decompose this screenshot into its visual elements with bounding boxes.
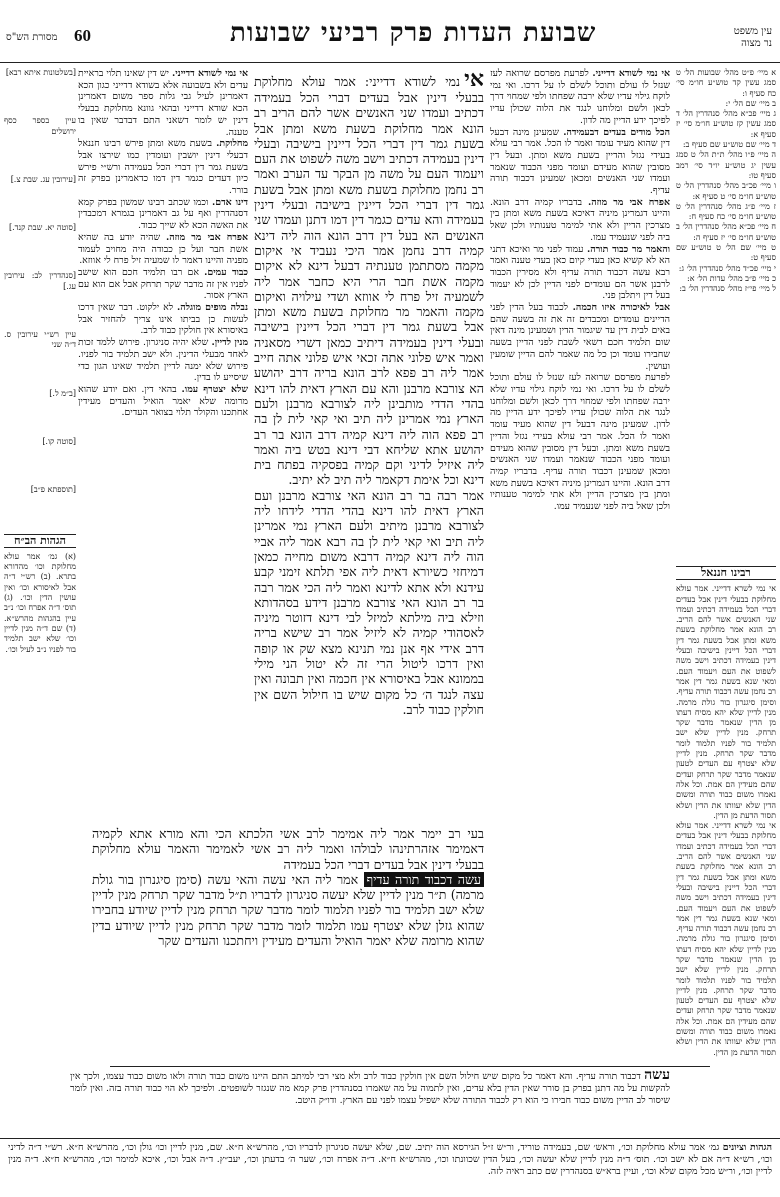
ein-mishpat-label bbox=[734, 26, 772, 50]
tosafot-dibur-5: כבוד עמים. bbox=[204, 266, 248, 278]
ein-mishpat-entry: ד מיי׳ שם טוש״ע שם סעיף ב: bbox=[682, 140, 776, 150]
tosafot-text-1: יש דין שאינו תלוי בראיית עדים ולא בשבועה אלא בשודא דדייני כגון הכא דאמרינן לעיל גבי גלות ספר משום דאמרינן הכא שודא דדייני ובהאי גוונא מחלוקת בבעלי דינין יש לומר דשאני התם דבדבר שאין בו טענה. bbox=[78, 68, 248, 138]
tosafot-text-2: בשעת משא ומתן פירש רבינו חננאל דבעלי דינין יושבין ועומדין כמו שירצו אבל בשעת גמר דין דברי הכל בעמידה ורש״י פירש כיון דעדים כגמר דין דמו כדאמרינן בפרק זה בורר. bbox=[78, 138, 248, 197]
ein-mishpat-entry: כ מיי׳ פ״ב מהל׳ עדות הל׳ א: bbox=[687, 273, 776, 283]
rashi-text-4: עמוד לפני מר ואיכא דתני הא לא קשיא כאן בעדי קיום כאן בעדי טענה ואמר רבא עשה דכבוד תורה עדיף ולא מסירין הכבוד לרבנן אשר הם עומדים לפני הדיין לכן לא יעמוד בעל דין ויתלבן פני. bbox=[490, 243, 670, 302]
hagahot-bach-text: (א) גמ׳ אמר עולא מחלוקת וכו׳ מהדורא בתרא. (ב) רש״י ד״ה אבל לאיסורא וכו׳ ואין עושין הדין וכו׳. (ג) תוס׳ ד״ה אפרח וכו׳ נ״ב עיין בהגהות מהרש״א. (ד) שם ד״ה מנין לדיין וכו׳ שלא ישב תלמיד בור לפניו נ״ב לעיל וכו׳. bbox=[4, 551, 76, 654]
gemara-opening-text: נמי לשודא דדייני: אמר עולא מחלוקת בבעלי דינין אבל בעדים דברי הכל בעמידה דכתיב ועמדו שני האנשים אשר להם הריב רב הונא אמר מחלוקת בשעת משא ומתן אבל בשעת גמר דין דברי הכל דיינין בישיבה ובעלי דינין בעמידה דכתיב וישב משה לשפוט את העם ויעמוד העם על משה מן הבקר עד הערב ואמר רב נחמן מחלוקת בשעת משא ומתן אבל בשעת גמר דין דברי הכל דיינין בישיבה ובעלי דינין בעמידה והא עדים כגמר דין דמו דתנן ועמדו שני האנשים הא בעל דין דרב הונא הוה ליה דינא קמיה דרב נחמן אמר היכי נעביד אי איקום מקמה מסתתמן טענתיה דבעל דינא לא איקום מקמה אשת חבר הרי היא כחבר אמר ליה לשמעיה זיל פרח לי אווזא ושדי עילויה ואיקום מקמה והאמר מר מחלוקת בשעת משא ומתן אבל בשעת גמר דין דברי הכל דיינין בישיבה ובעלי דינין בעמידה דיתיב כמאן דשרי מסאניה ואמר איש פלוני אתה זכאי איש פלוני אתה חייב אמר ליה רב פפא לרב הונא בריה דרב יהושע הא צורבא מרבנן והא עם הארץ דאית להו דינא בהדי הדדי מותבינן ליה לצורבא מרבנן ולעם הארץ נמי אמרינן ליה תיב ואי קאי לית לן בה רב פפא הוה ליה דינא קמיה דרב הונא בר רב יהושע אתא שליחא דבי דינא בטש ביה ואמר ליה איזיל לדיני וקם קמיה בפסקיה בפתח בית דינא וכל אימת דקאמר ליה תיב לא יתיב. bbox=[254, 74, 484, 488]
ein-mishpat-entry: י מיי׳ פכ״ד מהל׳ סנהדרין הל׳ ג: bbox=[678, 263, 776, 273]
rashi-dibur-4: והאמר מר כבוד תורה. bbox=[586, 243, 670, 255]
gloss-rule bbox=[110, 1066, 710, 1067]
bottom-gloss bbox=[70, 1070, 670, 1134]
rashi-dibur-5: אבל לאיכורה איזו חכמה. bbox=[572, 302, 670, 314]
masoret-reference: [סוטה יא. שבת קנד.] bbox=[8, 223, 76, 233]
masoret-hashas-label: מסורת הש"ס bbox=[6, 32, 58, 43]
hagahot-bach-title: הגהות הב״ח bbox=[4, 534, 76, 548]
ein-mishpat-list bbox=[676, 68, 776, 295]
gemara-highlighted-phrase: עשה דכבוד תורה עדיף bbox=[364, 872, 484, 887]
tosafot-dibur-3: דינו אדם. bbox=[212, 196, 248, 208]
rashi-text-1: לפרעת מפרסם שרואה לעז שנזל לו עולם ותוכל לשלם לו על דרכו. ואי נמי לוקח גילוי עדיו שלא ירבה שפחתו ולפי שמחוי דרך לכאן ולשם ומלוחנו לנגד את הלוה שכולן עדיו לפיכך ידע הדיין מה לדון. bbox=[490, 68, 670, 126]
ein-mishpat-entry: ח מיי׳ פכ״א מהל׳ סנהדרין הל׳ ב טוש״ע חו״מ סי׳ יז סעיף ה: bbox=[676, 222, 776, 242]
masoret-reference: עיין רש״י עירובין ס. ד״ה שני bbox=[4, 330, 76, 350]
bottom-gloss-text: דכבוד תורה עדיף. והא דאמר כל מקום שיש חילול השם אין חולקין כבוד לרב ולא מצי רבי למיתב התם היינו משום כבוד תורה ולאו משום כבוד עצמו, ולכך אין להקשות על מה דתנן בפרק בן סורר שאין הדין בלא עדים, ואין לתמוה על מה שאמרו בסנהדרין פרק קמא מה שנגזר לשופטים. bbox=[70, 1071, 670, 1094]
bottom-gloss-text-2: ולפיכך לא הוי כבוד תורה בזה. ואין לומר שיסור לב הדיין משום כבוד חבירו כי הוא רק לכבוד התורה שלא ישפיל עצמו לפני עם הארץ. ודו״ק היטב. bbox=[70, 1082, 670, 1106]
footer-notes-title: הגהות וציונים bbox=[722, 1142, 772, 1153]
ein-mishpat-entry: ב מיי׳ שם הל׳ י: bbox=[725, 98, 776, 108]
ein-mishpat-entry: ט מיי׳ שם הל׳ ט טוש״ע שם סעיף ט: bbox=[676, 243, 776, 263]
ein-mishpat-entry: ו מיי׳ פכ״ב מהל׳ סנהדרין הל׳ ט טוש״ע חו״מ סי׳ ט סעיף א: bbox=[676, 181, 776, 201]
rashi-dibur-3: אפרח אבי מר מוזה. bbox=[587, 196, 670, 208]
rashi-text-5: לכבוד בעל הדין לפני הדיינים עומדים ומכבדים זה את זה בשעה שהם באים לבית דין עד שיגמור הדין ושמעינן מינה דאין שום תלמיד חכם רשאי לשבת לפני הדיין בשעה שחבירו עומד וכן כל מה שאמר להם הדיין שומעין ועושין. bbox=[490, 302, 670, 372]
masoret-reference: [בשלטונות איתא רבא] bbox=[5, 68, 76, 77]
rabbeinu-chananel-text-cont: אי נמי לשרא דדייני. אמר עולא מחלוקת בבעלי דינין אבל בעדים דברי הכל בעמידה דכתיב ועמדו שני האנשים אשר להם הריב. רב הונא אמר מחלוקת בשעת משא ומתן אבל בשעת גמר דין דברי הכל דיינין בישיבה ובעלי דינין בעמידה דכתיב וישב משה לשפוט את העם ויעמוד העם. ומאי שנא בשעת גמר דין אמר רב נחמן עשה דכבוד תורה עדיף. וסימן סיגנרון בור גולת מרמה. מנין לדיין שלא יהא מסיח דעתו מן הדין שנאמר מדבר שקר תרחק. מנין לדיין שלא ישב תלמיד בור לפניו תלמוד לומר מדבר שקר תרחק. מנין לדיין שלא יצטרף עם העדים לטעון שנאמר מדבר שקר תרחק ועדים שהם מעידין הם אמת. וכל אלה נאמרו משום כבוד תורה ומשום הדין שלא יעוותו את הדין ושלא תסור הדעת מן הדין. bbox=[676, 821, 776, 1057]
masoret-reference: [ב״מ ל.] bbox=[49, 388, 76, 398]
masoret-reference: עיין בספר כסף ירושלים bbox=[4, 116, 76, 136]
rashi-text-1-cont: לפרעת מפרסם שרואה לעז שנזל לו עולם ותוכל לשלם לו על דרכו. ואי נמי לוקח גילוי עדיו שלא ירבה שפחתו ולפי שמחוי דרך לכאן ולשם ומלוחנו לנגד את הלוה שכולן עדיו לפיכך ידע הדיין מה לדון. bbox=[490, 372, 670, 431]
rashi-text-2-cont: שמעינן מינה דבעל דין שהוא מעיד עומד ואמר לו הכל. אמר רבי עולא בעידי נגזל והדיין בשעת משא ומתן. ובעל דין מסובין שהוא מעידם ועומד מפני הכבוד שנאמר ועמדו שני האנשים ומכאן שמעינן דכבוד תורה עדיף. bbox=[490, 419, 670, 477]
footer-rule bbox=[0, 1138, 780, 1139]
masoret-reference: [סנהדרין לב: עירובין עג.] bbox=[4, 271, 76, 291]
rabbeinu-chananel-text: אי נמי לשרא דדייני. אמר עולא מחלוקת בבעלי דינין אבל בעדים דברי הכל בעמידה דכתיב ועמדו שני האנשים אשר להם הריב. רב הונא אמר מחלוקת בשעת משא ומתן אבל בשעת גמר דין דברי הכל דיינין בישיבה ובעלי דינין בעמידה דכתיב וישב משה לשפוט את העם ויעמוד העם. ומאי שנא בשעת גמר דין אמר רב נחמן עשה דכבוד תורה עדיף. וסימן סיגנרון בור גולת מרמה. מנין לדיין שלא יהא מסיח דעתו מן הדין שנאמר מדבר שקר תרחק. מנין לדיין שלא ישב תלמיד בור לפניו תלמוד לומר מדבר שקר תרחק. מנין לדיין שלא יצטרף עם העדים לטעון שנאמר מדבר שקר תרחק ועדים שהם מעידין הם אמת. וכל אלה נאמרו משום כבוד תורה ומשום הדין שלא יעוותו את הדין ושלא תסור הדעת מן הדין. bbox=[676, 584, 776, 820]
tosafot-dibur-6: נבלה מופים מוגלה. bbox=[176, 302, 248, 314]
gemara-column bbox=[254, 68, 484, 823]
masoret-reference: [סוטה קו.] bbox=[42, 436, 76, 446]
page-header bbox=[0, 8, 780, 62]
masoret-reference: [תוספתא פ״ב] bbox=[30, 485, 76, 495]
rashi-dibur-2: הכל מודים בעדים דבעמידה. bbox=[563, 126, 670, 138]
ein-mishpat-entry: ז מיי׳ פ״ג מהל׳ סנהדרין הל׳ ט טוש״ע חו״מ סי׳ כח סעיף ח: bbox=[676, 201, 776, 222]
bottom-gloss-dibur: עשה bbox=[644, 1070, 670, 1083]
tosafot-dibur-2: מחלוקת. bbox=[216, 138, 248, 150]
ein-mishpat-entry: ל מיי׳ פי״ז מהל׳ סנהדרין הל׳ ב: bbox=[679, 284, 776, 294]
gemara-paragraph-3: בעי רב יימר אמר ליה אמימר לרב אשי הלכתא הכי והא מורא אתא לקמיה דאמימר אזהרתינהו לבולהו ואמר ליה רב אשי לאמימר והאמר עולא מחלוקת בבעלי דינין אבל בעדים דברי הכל בעמידה bbox=[92, 826, 484, 872]
rabbeinu-chananel-column bbox=[676, 562, 776, 1082]
rashi-column bbox=[490, 68, 670, 1080]
tosafot-text-7: שלא יהיה סניגרון. פירוש ללמד זכות לאחד מבעלי הדינין. ולא ישב תלמיד בור לפניו. פירוש שלא ימנה לדיין תלמיד שאינו הגון כדי שיסייע לו בדין. bbox=[78, 337, 248, 384]
tosafot-dibur-4: אפרח אבי מר מוזה. bbox=[165, 231, 248, 243]
tosafot-column bbox=[78, 68, 248, 823]
gemara-paragraph-4: אמר ליה האי עשה והאי עשה (סימן סיגנרון בור גולת מרמה) ת״ר מנין לדיין שלא יעשה סניגרון לדבריו ת״ל מדבר שקר תרחק מנין לדיין שלא ישב תלמיד בור לפניו תלמוד לומר מדבר שקר תרחק מנין לדיין שיודע בחבירו שהוא גזלן שלא יצטרף עמו תלמוד לומר מדבר שקר תרחק מנין לדיין שיודע בדין שהוא מרומה שלא יאמר הואיל והעדים מעידין ויחתכנו והעדים שקר bbox=[92, 871, 484, 949]
tosafot-dibur-7: מנין לדיין. bbox=[211, 337, 248, 349]
tosafot-dibur-8: שלא יצטרף עמו. bbox=[181, 383, 248, 395]
ein-mishpat-entry: א מיי׳ פ״ט מהל׳ שבועות הל׳ ט סמג עשין קד טוש״ע חו״מ סי׳ כח סעיף ו: bbox=[676, 68, 776, 98]
ein-mishpat-label-line1: עין משפט bbox=[733, 26, 772, 37]
rabbeinu-chananel-title: רבינו חננאל bbox=[676, 566, 776, 580]
tosafot-text-3: וכמו שכתב רבינו שמשון בפרק קמא דסנהדרין ואף על גב דאמרינן בגמרא דמכבדין את האשה הכא לא שייך כבוד. bbox=[78, 196, 248, 232]
gemara-opening-word: אי bbox=[464, 68, 484, 92]
rashi-dibur-1: אי נמי לשודא דדייני. bbox=[592, 68, 670, 79]
page-number: 60 bbox=[74, 26, 91, 45]
masoret-list bbox=[4, 68, 76, 496]
tosafot-text-8: בהאי דין. ואם יודע שהוא מרומה שלא יאמר הואיל והעדים מעידין אחתכנו והקולר תלוי בצואר העדים. bbox=[78, 383, 248, 419]
footer-notes-text: גמ׳ אמר עולא מחלוקת וכו׳, וראש׳ שם, בעמידה טוריד, ור״ש ז״ל הגירסא הוה יתיב. שם, שלא יעשה סניגרון לדבריו וכו׳, מהרש״א ח״א. שם, מנין לדיין וכו׳ גולן וכו׳, מהרש״א ח״א. רש״י ד״ה לדיני וכו׳, רש״א ד״ה אם לא ישב וכו׳. תוס׳ ד״ה מנין לדיין שלא יעשה וכו׳, בעל הדין שכוונתו וכו׳, מהרש״א ח״א. ד״ה אפרח וכו׳, שער ה׳ בדעתן וכו׳, יעב״ץ. ד״ה אבל וכו׳, איכא למימר וכו׳, מהרש״א ח״א. ד״ה מנין לדיין וכו׳, ור״ש מכל מקום שלא וכו׳, ועיין ברא״ש בסנהדרין שם כתב ראיה לזה. bbox=[8, 1142, 772, 1177]
ein-mishpat-entry: ג מיי׳ פכ״א מהל׳ סנהדרין הל׳ ד סמג עשין קז טוש״ע חו״מ סי׳ יז סעיף א: bbox=[676, 109, 776, 139]
header-rule bbox=[0, 62, 780, 63]
rashi-text-2: שמעינן מינה דבעל דין שהוא מעיד עומד ואמר לו הכל. אמר רבי עולא בעידי נגזל והדיין בשעת משא ומתן. ובעל דין מסובין שהוא מעידם ועומד מפני הכבוד שנאמר ועמדו שני האנשים ומכאן שמעינן דכבוד תורה עדיף. bbox=[490, 126, 670, 197]
tosafot-text-4: שהיה יודע בה שהיא אשת חבר ועל כן כבודה היה מחויב לעמוד מפניה והיינו דאמר לו שמעיה זיל פרח לי אווזא. bbox=[78, 231, 248, 267]
masoret-hashas-column bbox=[4, 68, 76, 1068]
footer-notes bbox=[8, 1142, 772, 1194]
gemara-lower-block bbox=[92, 826, 484, 1061]
tosafot-text-5: אם רבו תלמיד חכם הוא שישב לפניו אין זה מדבר שקר תרחק אבל אם הוא עם הארץ אסור. bbox=[78, 266, 248, 302]
tosafot-dibur-1: אי נמי לשודא דדייני. bbox=[171, 68, 248, 79]
ein-mishpat-entry: ה מיי׳ פ״ו מהל׳ ת״ת הל׳ ט סמג עשין יג טוש״ע יו״ד סי׳ רמב סעיף טו: bbox=[676, 150, 776, 180]
gemara-paragraph-2: אמר רבה בר רב הונא האי צורבא מרבנן ועם הארץ דאית להו דינא בהדי הדדי לידחו ליה לצורבא מרבנן מיתיב ולעם הארץ נמי אמרינן ליה תיב ואי קאי לית לן בה רבא אמר ליה אביי הוה ליה דינא קמיה דרבא משום מחייה כמאן דמיחזי כשיורא דאית ליה אפי תלתא זימני קבע עידנא ולא אתא לדינא ואמר ליה הכי אמר רבה בר רב הונא האי צורבא מרבנן דידע בסהדותא וזילא ביה מילתא למיזל לבי דינא דזוטר מיניה לאסהודי קמיה לא ליזיל אמר רב שישא בריה דרב אידי אף אנן נמי תנינא מצא שק או קופה ואין דרכו ליטול הרי זה לא יטול הני מילי בממונא אבל באיסורא אין חכמה ואין תבונה ואין עצה לנגד ה׳ כל מקום שיש בו חילול השם אין חולקין כבוד לרב. bbox=[254, 487, 484, 717]
masoret-reference: [עירובין עג. שבת צ.] bbox=[10, 174, 76, 184]
rashi-text-3: בדבריו קמיה דרב הונא. והיינו דגמרינן מיניה דאיכא בשעת משא ומתן בין מצרכין הדיין ולא אתי למימר טענותיו ולכן שאל ביה לפני שנעמיד עמו. bbox=[490, 196, 670, 243]
page-title: שבועת העדות פרק רביעי שבועות bbox=[230, 18, 597, 48]
ein-mishpat-column bbox=[676, 68, 776, 556]
ein-mishpat-label-line2: נר מצוה bbox=[741, 38, 772, 49]
tosafot-text-6: לא ילקוט. דבר שאין דרכו לעשות כן בביתו אינו צריך להחזיר אבל באיסורא אין חולקין כבוד לרב. bbox=[78, 302, 248, 337]
rashi-text-3-cont: בדבריו קמיה דרב הונא. והיינו דגמרינן מיניה דאיכא בשעת משא ומתן בין מצרכין הדיין ולא אתי למימר טענותיו ולכן שאל ביה לפני שנעמיד עמו. bbox=[490, 465, 670, 513]
